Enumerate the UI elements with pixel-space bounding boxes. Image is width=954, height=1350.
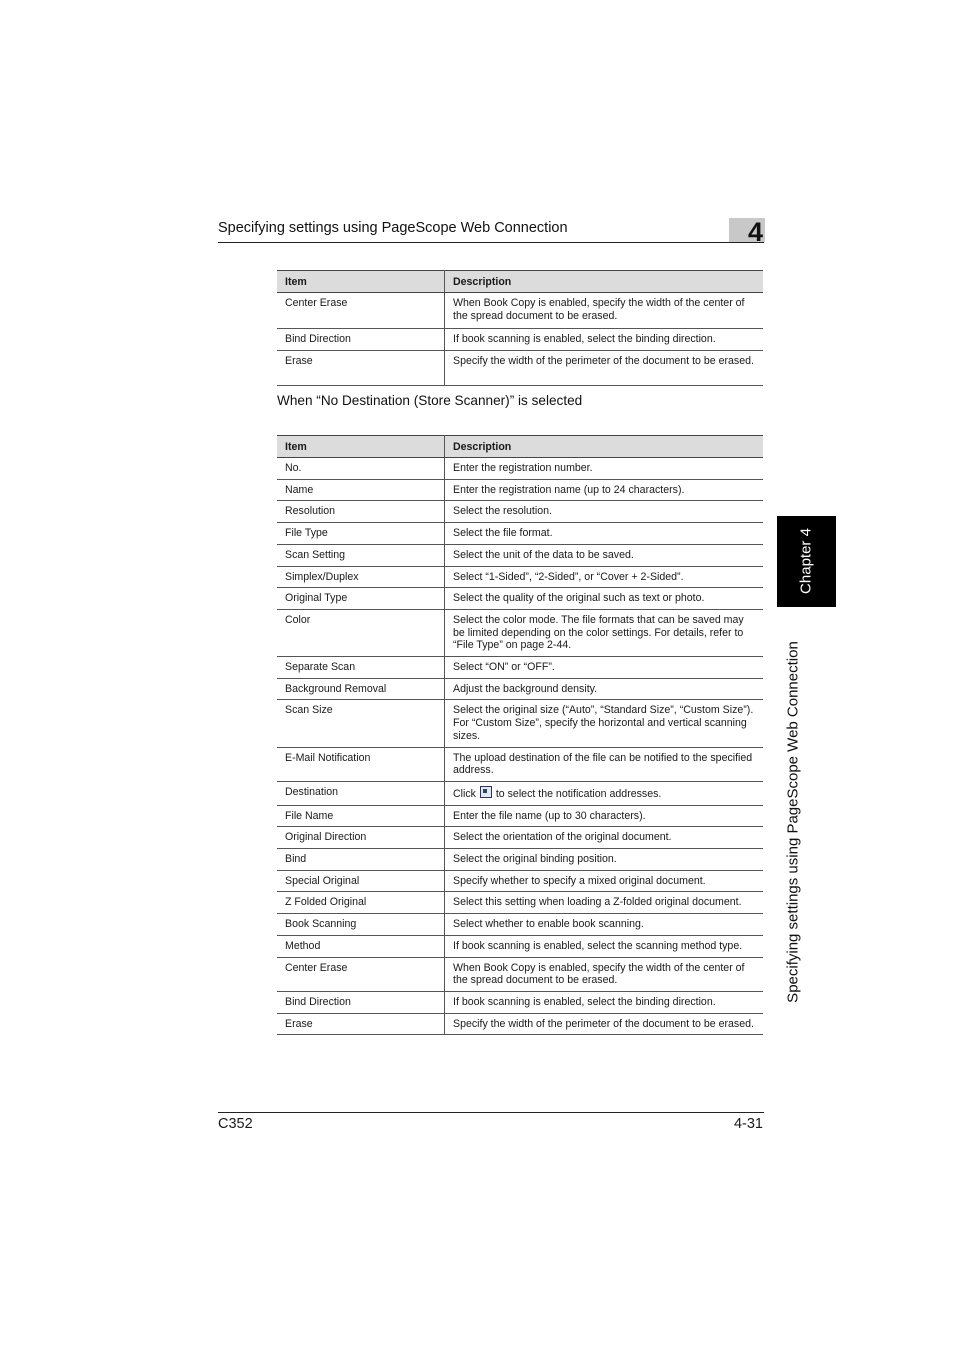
header-rule xyxy=(218,242,764,243)
description-cell: Select the file format. xyxy=(445,523,764,545)
table-header-row xyxy=(277,436,763,458)
table-row xyxy=(277,544,763,566)
table-row xyxy=(277,350,763,385)
chapter-number-box xyxy=(729,217,765,247)
item-cell: Bind Direction xyxy=(277,991,445,1013)
settings-table-2 xyxy=(277,435,763,1035)
description-cell: Select “ON” or “OFF”. xyxy=(445,657,764,679)
description-cell: When Book Copy is enabled, specify the width of the center of the spread document to be erased. xyxy=(445,957,764,991)
table-row xyxy=(277,935,763,957)
item-cell: Separate Scan xyxy=(277,657,445,679)
item-cell: E-Mail Notification xyxy=(277,747,445,781)
table-row xyxy=(277,566,763,588)
footer-rule xyxy=(218,1112,764,1113)
table-row xyxy=(277,678,763,700)
table-row xyxy=(277,700,763,747)
table-header-row xyxy=(277,271,763,293)
item-cell: Center Erase xyxy=(277,957,445,991)
table-row xyxy=(277,892,763,914)
description-cell: When Book Copy is enabled, specify the width of the center of the spread document to be erased. xyxy=(445,293,764,329)
item-cell: Special Original xyxy=(277,870,445,892)
item-cell: Simplex/Duplex xyxy=(277,566,445,588)
description-cell: Enter the registration name (up to 24 characters). xyxy=(445,479,764,501)
description-cell: Specify the width of the perimeter of the document to be erased. xyxy=(445,1013,764,1035)
chapter-number: 4 xyxy=(747,217,763,247)
table-row xyxy=(277,523,763,545)
table-row xyxy=(277,501,763,523)
item-cell: Bind xyxy=(277,849,445,871)
item-cell: Name xyxy=(277,479,445,501)
description-cell: Select the quality of the original such as text or photo. xyxy=(445,588,764,610)
description-cell: Specify the width of the perimeter of the document to be erased. xyxy=(445,350,764,385)
description-cell: If book scanning is enabled, select the binding direction. xyxy=(445,991,764,1013)
table-row xyxy=(277,329,763,351)
item-cell: Erase xyxy=(277,350,445,385)
side-tab-section-title: Specifying settings using PageScope Web Connection xyxy=(784,641,802,1003)
table-row xyxy=(277,914,763,936)
item-cell: Bind Direction xyxy=(277,329,445,351)
item-cell: File Name xyxy=(277,805,445,827)
table-row xyxy=(277,458,763,480)
item-cell: Original Type xyxy=(277,588,445,610)
item-cell: Background Removal xyxy=(277,678,445,700)
column-header-item: Item xyxy=(277,436,445,458)
column-header-description: Description xyxy=(445,271,764,293)
settings-table-1 xyxy=(277,270,763,386)
description-cell: Select “1-Sided”, “2-Sided”, or “Cover + 2-Sided”. xyxy=(445,566,764,588)
column-header-description: Description xyxy=(445,436,764,458)
table-row xyxy=(277,1013,763,1035)
table-row xyxy=(277,870,763,892)
description-cell: Select the original size (“Auto”, “Standard Size”, “Custom Size”). For “Custom Size”, specify the horizontal and vertical scanning sizes. xyxy=(445,700,764,747)
description-cell: Select this setting when loading a Z-folded original document. xyxy=(445,892,764,914)
description-cell: Select the orientation of the original document. xyxy=(445,827,764,849)
table-row xyxy=(277,957,763,991)
item-cell: Z Folded Original xyxy=(277,892,445,914)
description-cell: Select the color mode. The file formats that can be saved may be limited depending on the color settings. For details, refer to “File Type” on page 2-44. xyxy=(445,609,764,656)
description-cell: Adjust the background density. xyxy=(445,678,764,700)
page-header-title: Specifying settings using PageScope Web Connection xyxy=(218,220,568,236)
description-cell: Select the original binding position. xyxy=(445,849,764,871)
table-row xyxy=(277,849,763,871)
item-cell: File Type xyxy=(277,523,445,545)
footer-model: C352 xyxy=(218,1116,253,1132)
description-cell: Enter the registration number. xyxy=(445,458,764,480)
description-cell: Specify whether to specify a mixed original document. xyxy=(445,870,764,892)
column-header-item: Item xyxy=(277,271,445,293)
section-heading: When “No Destination (Store Scanner)” is selected xyxy=(277,393,583,408)
item-cell: Method xyxy=(277,935,445,957)
table-row xyxy=(277,588,763,610)
item-cell: Center Erase xyxy=(277,293,445,329)
item-cell: No. xyxy=(277,458,445,480)
item-cell: Scan Size xyxy=(277,700,445,747)
description-text-before: Click xyxy=(453,787,476,800)
item-cell: Book Scanning xyxy=(277,914,445,936)
description-cell: If book scanning is enabled, select the scanning method type. xyxy=(445,935,764,957)
description-cell: Select the resolution. xyxy=(445,501,764,523)
table-row xyxy=(277,657,763,679)
description-cell: The upload destination of the file can be notified to the specified address. xyxy=(445,747,764,781)
description-text-after: to select the notification addresses. xyxy=(495,787,662,800)
item-cell: Color xyxy=(277,609,445,656)
table-row xyxy=(277,781,763,805)
table-row xyxy=(277,991,763,1013)
item-cell: Destination xyxy=(277,781,445,805)
side-tab-chapter-label: Chapter 4 xyxy=(797,528,815,594)
table-row xyxy=(277,747,763,781)
table-row xyxy=(277,805,763,827)
select-button-icon xyxy=(480,786,492,798)
description-cell: Enter the file name (up to 30 characters). xyxy=(445,805,764,827)
item-cell: Original Direction xyxy=(277,827,445,849)
description-cell: Select whether to enable book scanning. xyxy=(445,914,764,936)
description-cell: If book scanning is enabled, select the binding direction. xyxy=(445,329,764,351)
item-cell: Erase xyxy=(277,1013,445,1035)
table-row xyxy=(277,827,763,849)
description-cell: Select the unit of the data to be saved. xyxy=(445,544,764,566)
table-row xyxy=(277,293,763,329)
footer-page-number: 4-31 xyxy=(733,1116,763,1132)
item-cell: Scan Setting xyxy=(277,544,445,566)
table-row xyxy=(277,479,763,501)
description-cell xyxy=(445,781,764,805)
table-row xyxy=(277,609,763,656)
item-cell: Resolution xyxy=(277,501,445,523)
